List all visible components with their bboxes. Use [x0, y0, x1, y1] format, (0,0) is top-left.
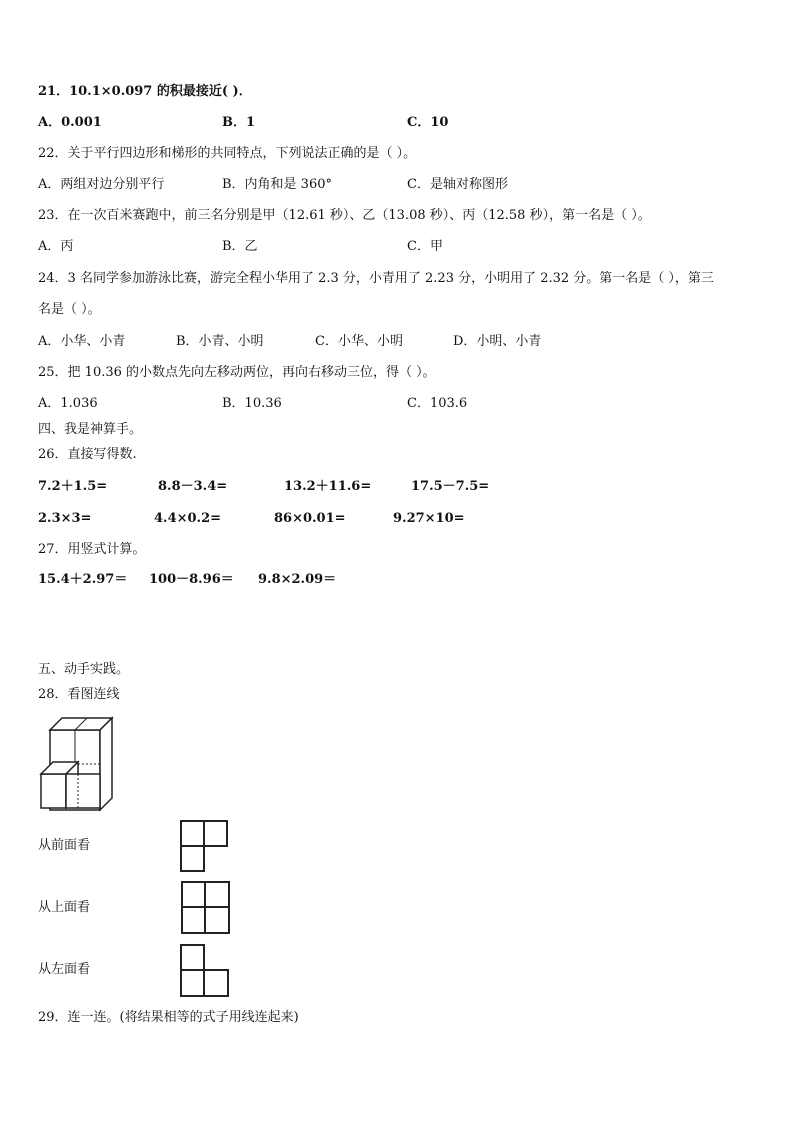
view-left-label: 从左面看 [38, 962, 91, 977]
q23-stem: 23．在一次百米赛跑中，前三名分别是甲（12.61 秒）、乙（13.08 秒）、丙（12.58 秒），第一名是（ ）。 [38, 208, 651, 223]
q24-option-c: C．小华、小明 [315, 334, 403, 349]
q26-item-4: 17.5－7.5= [411, 479, 490, 494]
q23-option-c: C．甲 [407, 239, 443, 254]
q27-item-1: 15.4＋2.97＝ [38, 572, 128, 587]
q27-stem: 27．用竖式计算。 [38, 542, 146, 557]
q21-option-b: B．1 [222, 115, 256, 130]
q24-stem-line2: 名是（ ）。 [38, 302, 101, 317]
section-4-heading: 四、我是神算手。 [38, 422, 143, 437]
q26-item-3: 13.2＋11.6= [284, 479, 372, 494]
q22-option-c: C．是轴对称图形 [407, 177, 508, 192]
q27-item-3: 9.8×2.09＝ [258, 572, 337, 587]
q26-item-5: 2.3×3= [38, 511, 92, 526]
view-top-shape [181, 881, 230, 934]
q26-item-8: 9.27×10= [393, 511, 465, 526]
q26-item-2: 8.8－3.4= [158, 479, 228, 494]
q24-option-d: D．小明、小青 [453, 334, 542, 349]
q24-option-a: A．小华、小青 [38, 334, 126, 349]
q25-option-a: A．1.036 [38, 396, 98, 411]
view-front-label: 从前面看 [38, 838, 91, 853]
view-left-shape [180, 944, 229, 997]
q21-option-c: C．10 [407, 115, 449, 130]
q29-stem: 29．连一连。(将结果相等的式子用线连起来) [38, 1010, 299, 1025]
q22-stem: 22．关于平行四边形和梯形的共同特点，下列说法正确的是（ ）。 [38, 146, 417, 161]
view-front-shape [180, 820, 228, 872]
q22-option-a: A．两组对边分别平行 [38, 177, 165, 192]
q25-option-b: B．10.36 [222, 396, 282, 411]
q24-stem-line1: 24．3 名同学参加游泳比赛，游完全程小华用了 2.3 分，小青用了 2.23 分，小明用了 2.32 分。第一名是（ ），第三 [38, 271, 714, 286]
q26-item-6: 4.4×0.2= [154, 511, 222, 526]
q25-option-c: C．103.6 [407, 396, 468, 411]
section-5-heading: 五、动手实践。 [38, 662, 130, 677]
q27-item-2: 100－8.96＝ [149, 572, 234, 587]
q26-item-1: 7.2＋1.5= [38, 479, 108, 494]
q22-option-b: B．内角和是 360° [222, 177, 332, 192]
view-top-label: 从上面看 [38, 900, 91, 915]
q25-stem: 25．把 10.36 的小数点先向左移动两位，再向右移动三位，得（ ）。 [38, 365, 436, 380]
q21-stem: 21．10.1×0.097 的积最接近( )． [38, 84, 252, 99]
q24-option-b: B．小青、小明 [176, 334, 264, 349]
q23-option-a: A．丙 [38, 239, 74, 254]
q26-item-7: 86×0.01= [274, 511, 346, 526]
q28-stem: 28．看图连线 [38, 687, 120, 702]
cube-stack-figure [38, 714, 134, 810]
q23-option-b: B．乙 [222, 239, 258, 254]
q21-option-a: A．0.001 [38, 115, 102, 130]
q26-stem: 26．直接写得数. [38, 447, 137, 462]
